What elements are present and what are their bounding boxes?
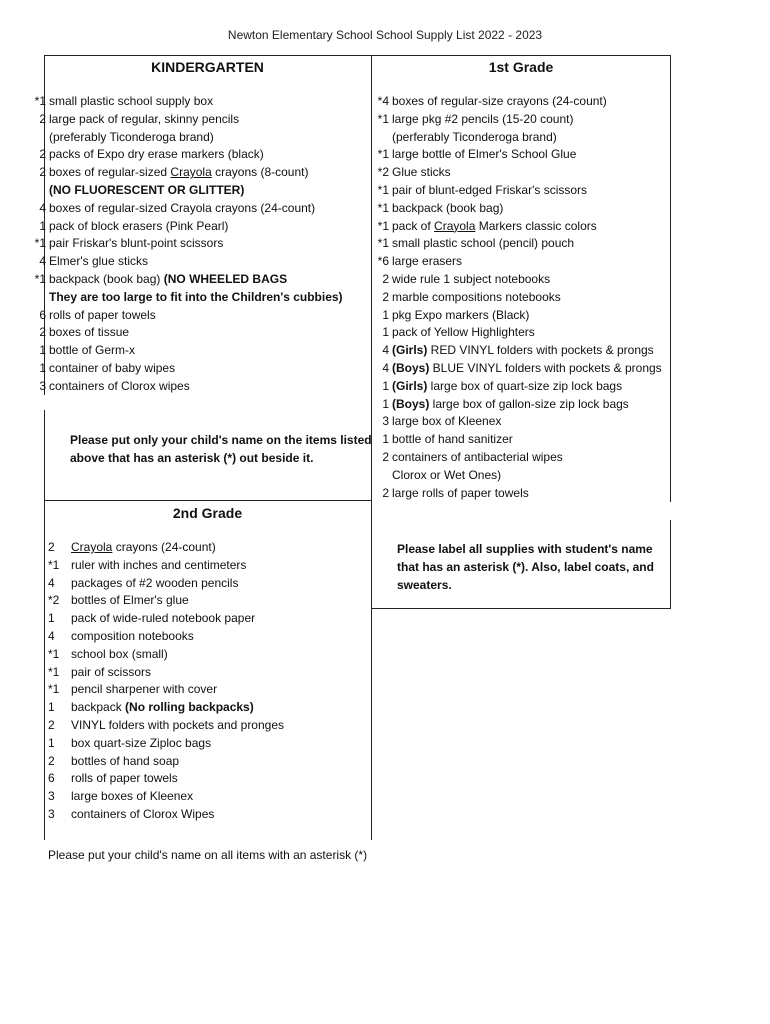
item-quantity: 4 xyxy=(382,343,389,358)
item-description xyxy=(392,200,503,218)
item-description xyxy=(71,717,284,735)
item-description xyxy=(49,93,213,111)
list-item xyxy=(48,557,284,575)
list-item xyxy=(48,770,284,788)
item-description xyxy=(392,271,550,289)
list-item xyxy=(365,449,662,467)
list-item xyxy=(48,628,284,646)
list-item xyxy=(365,378,662,396)
item-quantity: *1 xyxy=(34,236,46,251)
item-description xyxy=(49,342,135,360)
item-text: container of baby wipes xyxy=(49,360,176,375)
list-item xyxy=(48,664,284,682)
item-quantity: 1 xyxy=(39,360,46,375)
list-item xyxy=(365,182,662,200)
list-item xyxy=(365,467,662,485)
table-top-border xyxy=(44,55,671,56)
item-text: pack of xyxy=(392,218,435,233)
list-item xyxy=(22,271,343,289)
item-quantity: 2 xyxy=(382,485,389,500)
item-description xyxy=(49,111,239,129)
item-description xyxy=(71,664,151,682)
item-description xyxy=(71,788,193,806)
item-text: rolls of paper towels xyxy=(71,771,178,786)
item-text: boxes of tissue xyxy=(49,325,130,340)
item-text: backpack (book bag) xyxy=(49,271,164,286)
item-text: bottles of hand soap xyxy=(71,753,180,768)
item-text: composition notebooks xyxy=(71,628,194,643)
item-text: small plastic school supply box xyxy=(49,94,214,108)
list-item xyxy=(22,200,343,218)
item-quantity: *2 xyxy=(48,593,60,608)
item-description xyxy=(49,146,264,164)
item-description xyxy=(71,735,211,753)
list-item xyxy=(365,235,662,253)
list-item xyxy=(365,307,662,325)
item-description xyxy=(71,770,178,788)
item-quantity: 1 xyxy=(39,343,46,358)
list-item xyxy=(48,539,284,557)
item-text: containers of Clorox Wipes xyxy=(71,806,215,821)
item-text: box quart-size Ziploc bags xyxy=(71,735,212,750)
item-brand-underlined: Crayola xyxy=(170,165,212,180)
item-description xyxy=(392,378,622,396)
item-text: VINYL folders with pockets and pronges xyxy=(71,717,285,732)
item-quantity: *4 xyxy=(377,94,389,108)
item-text-tail: Markers classic colors xyxy=(475,218,597,233)
list-item xyxy=(22,253,343,271)
table-left-border-lower xyxy=(44,410,45,840)
item-quantity: 4 xyxy=(39,200,46,215)
item-text: (NO FLUORESCENT OR GLITTER) xyxy=(49,182,245,197)
item-description xyxy=(392,431,513,449)
item-bold-note: (No rolling backpacks) xyxy=(125,700,254,715)
list-item xyxy=(22,111,343,129)
item-description xyxy=(49,182,244,200)
list-item xyxy=(22,182,343,200)
item-description xyxy=(71,646,168,664)
item-description xyxy=(392,111,573,129)
list-item xyxy=(48,681,284,699)
list-item xyxy=(48,699,284,717)
item-bold-label: (Boys) xyxy=(392,396,430,411)
item-text: bottle of hand sanitizer xyxy=(392,432,513,447)
list-item xyxy=(22,378,343,396)
item-description xyxy=(49,360,175,378)
item-quantity: 2 xyxy=(48,717,55,732)
item-description xyxy=(392,218,597,236)
footer-note: Please put your child's name on all items with an asterisk (*) xyxy=(48,848,368,862)
item-text-tail: crayons (8-count) xyxy=(211,165,309,180)
item-description xyxy=(71,610,255,628)
list-item xyxy=(22,360,343,378)
grade1-note xyxy=(397,540,654,594)
item-quantity: *1 xyxy=(377,200,389,215)
list-item xyxy=(48,575,284,593)
item-description xyxy=(71,539,216,557)
item-quantity: 1 xyxy=(382,432,389,447)
item-text: small plastic school (pencil) pouch xyxy=(392,236,575,251)
item-text: pack of block erasers (Pink Pearl) xyxy=(49,218,229,233)
item-text: packages of #2 wooden pencils xyxy=(71,575,239,590)
item-quantity: 2 xyxy=(382,289,389,304)
item-description xyxy=(49,235,223,253)
item-quantity: *1 xyxy=(377,182,389,197)
list-item xyxy=(48,592,284,610)
item-description xyxy=(392,307,529,325)
item-quantity: 6 xyxy=(48,771,55,786)
grade1-supply-list xyxy=(365,93,662,502)
kindergarten-note-line1: Please put only your child's name on the items listed xyxy=(70,433,372,447)
item-text: bottle of Germ-x xyxy=(49,343,136,358)
item-bold-label: (Girls) xyxy=(392,378,428,393)
item-text: Clorox or Wet Ones) xyxy=(392,467,502,482)
item-quantity: 4 xyxy=(382,360,389,375)
item-bold-label: (Boys) xyxy=(392,360,430,375)
item-description xyxy=(49,129,214,147)
item-quantity: *6 xyxy=(377,254,389,269)
list-item xyxy=(48,717,284,735)
item-text: backpack xyxy=(71,700,126,715)
item-description xyxy=(392,360,662,378)
item-quantity: *1 xyxy=(48,646,60,661)
item-description xyxy=(392,467,501,485)
item-text: pack of wide-ruled notebook paper xyxy=(71,611,256,626)
item-text: ruler with inches and centimeters xyxy=(71,557,247,572)
list-item xyxy=(22,289,343,307)
item-text-tail: crayons (24-count) xyxy=(112,540,216,554)
list-item xyxy=(365,129,662,147)
item-description xyxy=(71,806,214,824)
item-quantity: 1 xyxy=(382,307,389,322)
item-description xyxy=(49,289,343,307)
list-item xyxy=(48,646,284,664)
item-bold-note: (NO WHEELED BAGS xyxy=(163,271,288,286)
item-quantity: 1 xyxy=(39,218,46,233)
item-description xyxy=(392,253,462,271)
item-quantity: *1 xyxy=(377,218,389,233)
item-text: RED VINYL folders with pockets & prongs xyxy=(427,343,654,358)
item-quantity: 2 xyxy=(39,111,46,126)
item-quantity: 2 xyxy=(382,271,389,286)
item-text: large boxes of Kleenex xyxy=(71,789,194,804)
item-text: boxes of regular-size crayons (24-count) xyxy=(392,94,607,108)
item-description xyxy=(392,413,501,431)
item-text: (perferably Ticonderoga brand) xyxy=(392,129,557,144)
grade1-note-line2: that has an asterisk (*). Also, label coats, and xyxy=(397,560,654,574)
table-right-border xyxy=(670,55,671,502)
item-brand-underlined: Crayola xyxy=(71,540,113,554)
list-item xyxy=(22,93,343,111)
item-text: pencil sharpener with cover xyxy=(71,682,218,697)
item-quantity: *1 xyxy=(48,682,60,697)
item-quantity: 3 xyxy=(48,789,55,804)
item-quantity: *1 xyxy=(48,664,60,679)
list-item xyxy=(365,431,662,449)
item-text: large pkg #2 pencils (15-20 count) xyxy=(392,111,574,126)
item-text: pack of Yellow Highlighters xyxy=(392,325,535,340)
item-quantity: 4 xyxy=(48,628,55,643)
item-text: pair Friskar's blunt-point scissors xyxy=(49,236,224,251)
list-item xyxy=(365,360,662,378)
item-description xyxy=(71,628,194,646)
item-text: containers of antibacterial wipes xyxy=(392,449,563,464)
item-text: pair of scissors xyxy=(71,664,152,679)
item-description xyxy=(49,378,190,396)
item-description xyxy=(392,129,557,147)
item-text: rolls of paper towels xyxy=(49,307,156,322)
item-quantity: 2 xyxy=(39,165,46,180)
item-description xyxy=(49,218,228,236)
item-text: pair of blunt-edged Friskar's scissors xyxy=(392,182,588,197)
list-item xyxy=(48,753,284,771)
list-item xyxy=(365,413,662,431)
item-description xyxy=(71,575,238,593)
item-description xyxy=(49,271,287,289)
grade2-heading: 2nd Grade xyxy=(172,505,243,521)
item-quantity: 1 xyxy=(382,396,389,411)
item-text: pkg Expo markers (Black) xyxy=(392,307,530,322)
list-item xyxy=(48,610,284,628)
list-item xyxy=(365,253,662,271)
item-description xyxy=(392,146,576,164)
grade2-supply-list xyxy=(48,539,284,824)
item-quantity: 1 xyxy=(48,735,55,750)
item-text: large rolls of paper towels xyxy=(392,485,529,500)
item-text: marble compositions notebooks xyxy=(392,289,561,304)
item-text: school box (small) xyxy=(71,646,168,661)
item-text: large box of gallon-size zip lock bags xyxy=(429,396,629,411)
list-item xyxy=(22,164,343,182)
list-item xyxy=(22,218,343,236)
item-bold-label: (Girls) xyxy=(392,343,428,358)
item-quantity: 1 xyxy=(382,378,389,393)
list-item xyxy=(365,111,662,129)
item-quantity: 3 xyxy=(39,378,46,393)
item-description xyxy=(392,324,535,342)
item-text: packs of Expo dry erase markers (black) xyxy=(49,147,264,162)
list-item xyxy=(22,235,343,253)
item-quantity: *1 xyxy=(48,557,60,572)
item-text: wide rule 1 subject notebooks xyxy=(392,271,551,286)
item-description xyxy=(71,592,189,610)
item-text: They are too large to fit into the Children's cubbies) xyxy=(49,289,343,304)
list-item xyxy=(48,788,284,806)
list-item xyxy=(365,164,662,182)
item-description xyxy=(49,164,308,182)
item-quantity: 4 xyxy=(48,575,55,590)
item-text: large pack of regular, skinny pencils xyxy=(49,111,240,126)
grade1-note-line3: sweaters. xyxy=(397,578,452,592)
list-item xyxy=(48,806,284,824)
list-item xyxy=(365,485,662,503)
kindergarten-supply-list xyxy=(22,93,343,396)
item-description xyxy=(392,485,529,503)
item-text: large bottle of Elmer's School Glue xyxy=(392,147,577,162)
list-item xyxy=(22,129,343,147)
item-description xyxy=(71,557,246,575)
item-description xyxy=(392,235,574,253)
item-quantity: *1 xyxy=(34,94,46,108)
item-quantity: *1 xyxy=(34,271,46,286)
list-item xyxy=(365,271,662,289)
item-brand-underlined: Crayola xyxy=(434,218,476,233)
item-quantity: *1 xyxy=(377,236,389,251)
item-quantity: 3 xyxy=(382,414,389,429)
item-description xyxy=(71,681,217,699)
item-description xyxy=(49,307,156,325)
item-description xyxy=(392,289,561,307)
list-item xyxy=(365,218,662,236)
item-text: BLUE VINYL folders with pockets & prongs xyxy=(429,360,662,375)
item-text: backpack (book bag) xyxy=(392,200,504,215)
item-text: (preferably Ticonderoga brand) xyxy=(49,129,214,144)
item-description xyxy=(392,182,587,200)
item-quantity: *1 xyxy=(377,147,389,162)
grade1-heading: 1st Grade xyxy=(488,59,554,75)
grade1-bottom-border xyxy=(371,608,671,609)
item-quantity: 2 xyxy=(48,753,55,768)
item-quantity: 3 xyxy=(48,806,55,821)
item-text: large box of quart-size zip lock bags xyxy=(427,378,623,393)
item-quantity: 6 xyxy=(39,307,46,322)
grade2-right-border xyxy=(371,520,372,840)
item-description xyxy=(49,324,129,342)
item-description xyxy=(392,449,563,467)
item-text: boxes of regular-sized Crayola crayons (24-count) xyxy=(49,200,316,215)
item-description xyxy=(392,396,629,414)
item-quantity: 1 xyxy=(48,700,55,715)
list-item xyxy=(365,200,662,218)
item-description xyxy=(392,164,451,182)
item-quantity: 2 xyxy=(382,449,389,464)
item-description xyxy=(392,93,607,111)
item-quantity: 2 xyxy=(39,325,46,340)
item-text: Glue sticks xyxy=(392,165,451,180)
list-item xyxy=(365,342,662,360)
list-item xyxy=(22,324,343,342)
kindergarten-note xyxy=(70,431,372,467)
list-item xyxy=(22,307,343,325)
item-quantity: *2 xyxy=(377,165,389,180)
item-text: large erasers xyxy=(392,254,463,269)
kindergarten-heading: KINDERGARTEN xyxy=(151,59,264,75)
item-description xyxy=(392,342,654,360)
list-item xyxy=(365,289,662,307)
document-title: Newton Elementary School School Supply List 2022 - 2023 xyxy=(227,28,543,42)
item-description xyxy=(49,253,148,271)
list-item xyxy=(22,342,343,360)
item-description xyxy=(49,200,315,218)
list-item xyxy=(22,146,343,164)
grade1-note-line1: Please label all supplies with student's name xyxy=(397,542,653,556)
item-text: large box of Kleenex xyxy=(392,414,502,429)
list-item xyxy=(365,324,662,342)
item-text: boxes of regular-sized xyxy=(49,165,171,180)
table-right-border-lower xyxy=(670,520,671,609)
list-item xyxy=(365,146,662,164)
item-text: bottles of Elmer's glue xyxy=(71,593,189,608)
item-description xyxy=(71,753,179,771)
item-quantity: 1 xyxy=(48,611,55,626)
item-text: containers of Clorox wipes xyxy=(49,378,190,393)
item-quantity: *1 xyxy=(377,111,389,126)
kindergarten-note-line2: above that has an asterisk (*) out beside it. xyxy=(70,451,314,465)
list-item xyxy=(365,396,662,414)
kindergarten-bottom-border xyxy=(44,500,371,501)
list-item xyxy=(48,735,284,753)
item-quantity: 1 xyxy=(382,325,389,340)
item-description xyxy=(71,699,254,717)
item-quantity: 2 xyxy=(48,540,55,554)
item-quantity: 4 xyxy=(39,254,46,269)
item-quantity: 2 xyxy=(39,147,46,162)
item-text: Elmer's glue sticks xyxy=(49,254,148,269)
list-item xyxy=(365,93,662,111)
